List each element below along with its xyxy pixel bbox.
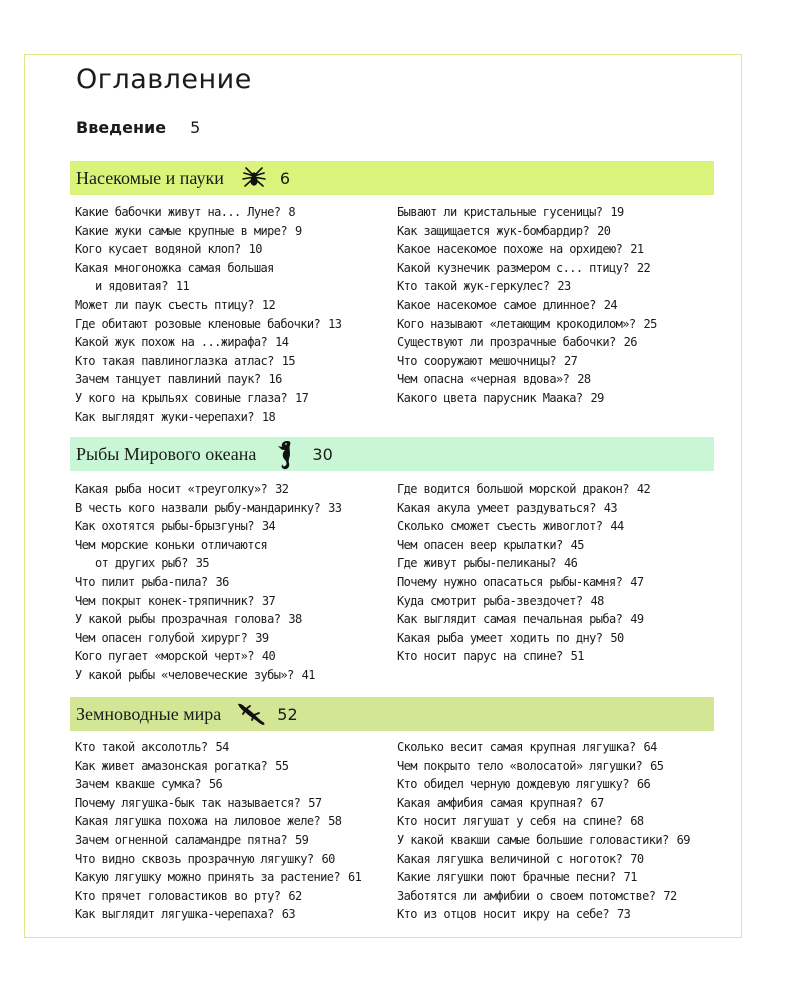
toc-entry[interactable]	[397, 389, 657, 408]
toc-entry[interactable]	[75, 480, 341, 499]
toc-entry-page-number: 25	[643, 316, 657, 331]
toc-entry-page-number: 13	[328, 316, 342, 331]
toc-entry[interactable]	[75, 812, 361, 831]
toc-entry-page-number: 33	[328, 500, 342, 515]
lizard-icon	[235, 698, 267, 730]
toc-entry[interactable]	[397, 629, 650, 648]
toc-entry-text: Кто такая павлиноглазка атлас?	[75, 353, 274, 368]
toc-entry[interactable]	[397, 868, 690, 887]
toc-entry[interactable]	[75, 277, 341, 296]
toc-entry-page-number: 68	[630, 814, 644, 829]
toc-entry-text: В честь кого назвали рыбу-мандаринку?	[75, 500, 321, 515]
toc-entry-page-number: 28	[577, 372, 591, 387]
toc-entry-text: Какая многоножка самая большая	[75, 260, 274, 275]
toc-entry-intro[interactable]	[76, 118, 200, 137]
toc-entry[interactable]	[75, 370, 341, 389]
toc-entry-text: Какое насекомое самое длинное?	[397, 297, 596, 312]
toc-entry-text: Какая амфибия самая крупная?	[397, 795, 583, 810]
toc-entry-text: Существуют ли прозрачные бабочки?	[397, 335, 616, 350]
spider-icon	[238, 162, 270, 194]
toc-entry-page-number: 40	[261, 649, 276, 664]
toc-entry-text: Чем опасен веер крылатки?	[397, 537, 563, 552]
toc-entry-page-number: 61	[348, 870, 362, 885]
toc-entry[interactable]	[75, 333, 341, 352]
toc-entry-text: Что пилит рыба-пила?	[75, 574, 208, 589]
toc-entry-text: Какая рыба умеет ходить по дну?	[397, 630, 603, 645]
section-page-number: 6	[279, 168, 291, 188]
toc-entry-text: Какие жуки самые крупные в мире?	[75, 223, 287, 238]
toc-entry-page-number: 36	[215, 574, 229, 589]
toc-entry[interactable]	[75, 352, 341, 371]
page-title: Оглавление	[76, 64, 252, 95]
toc-entry-text: Зачем квакше сумка?	[75, 777, 201, 792]
toc-entry[interactable]	[397, 480, 650, 499]
toc-entry-page-number: 71	[623, 870, 637, 885]
section-title: Насекомые и пауки	[76, 167, 224, 188]
toc-entry[interactable]	[75, 389, 341, 408]
toc-entry-text: Какой кузнечик размером с... птицу?	[397, 260, 629, 275]
toc-entry-text: Сколько весит самая крупная лягушка?	[397, 740, 636, 754]
toc-entry-page-number: 18	[261, 409, 276, 424]
toc-entry-text: Кто прячет головастиков во рту?	[75, 888, 281, 903]
toc-entry-page-number: 35	[195, 556, 209, 571]
toc-entry[interactable]	[75, 831, 361, 850]
toc-entry-page-number: 50	[610, 630, 624, 645]
toc-entry-page-number: 22	[636, 260, 651, 275]
section-header-fishes[interactable]	[70, 437, 714, 471]
toc-entry-text: Какая рыба носит «треуголку»?	[75, 482, 268, 496]
toc-entry-page-number: 23	[557, 279, 571, 294]
toc-entry-text: Какие лягушки поют брачные песни?	[397, 870, 616, 885]
toc-entry-page-number: 72	[663, 888, 677, 903]
toc-entry-page-number: 48	[590, 593, 604, 608]
toc-entry-page-number: 73	[617, 907, 631, 922]
toc-entry-page-number: 26	[623, 335, 637, 350]
toc-entry-page-number: 42	[636, 482, 651, 496]
toc-entry[interactable]	[75, 610, 341, 629]
toc-entry-text: Как живет амазонская рогатка?	[75, 758, 268, 773]
toc-entry-text: Кто обидел черную дождевую лягушку?	[397, 777, 629, 792]
toc-entry-page-number: 54	[215, 740, 229, 754]
toc-entry[interactable]	[75, 738, 361, 757]
toc-entry-text: Кого кусает водяной клоп?	[75, 242, 241, 257]
toc-entry[interactable]	[397, 536, 650, 555]
toc-entry-text: У какой квакши самые большие головастики?	[397, 832, 669, 847]
toc-entry[interactable]	[75, 850, 361, 869]
toc-entry-text: Заботятся ли амфибии о своем потомстве?	[397, 888, 656, 903]
toc-entry-page-number: 27	[564, 353, 578, 368]
section-title: Рыбы Мирового океана	[76, 443, 257, 464]
toc-entry-text: от других рыб?	[95, 556, 188, 571]
toc-entry[interactable]	[397, 277, 657, 296]
toc-entry-text: У кого на крыльях совиные глаза?	[75, 390, 287, 405]
toc-entry-text: Какая лягушка похожа на лиловое желе?	[75, 814, 321, 829]
toc-entry-text: Кто носит парус на спине?	[397, 649, 563, 664]
toc-entry[interactable]	[397, 610, 650, 629]
toc-entry[interactable]	[397, 738, 690, 757]
toc-entry-text: Как выглядят жуки-черепахи?	[75, 409, 254, 424]
toc-entry-page-number: 14	[275, 335, 289, 350]
toc-entry-page-number: 39	[255, 630, 269, 645]
toc-entry-page-number: 64	[643, 740, 657, 754]
toc-entry-text: Бывают ли кристальные гусеницы?	[397, 205, 603, 219]
toc-entry[interactable]	[397, 296, 657, 315]
toc-entry-text: Какое насекомое похоже на орхидею?	[397, 242, 623, 257]
toc-entry-text: Кто носит лягушат у себя на спине?	[397, 814, 623, 829]
section-amphibians-left-column	[75, 738, 361, 924]
toc-entry[interactable]	[75, 259, 341, 278]
toc-entry-page-number: 41	[301, 667, 315, 682]
toc-entry-page-number: 56	[208, 777, 223, 792]
toc-entry-text: Чем покрыт конек-тряпичник?	[75, 593, 254, 608]
section-insects-left-column	[75, 203, 341, 426]
toc-entry[interactable]	[75, 536, 341, 555]
toc-entry[interactable]	[397, 554, 650, 573]
toc-entry[interactable]	[75, 517, 341, 536]
toc-entry-page-number: 70	[630, 851, 644, 866]
toc-entry[interactable]	[397, 203, 657, 222]
toc-entry[interactable]	[397, 222, 657, 241]
toc-entry-page-number: 34	[261, 519, 276, 534]
section-page-number: 52	[277, 704, 298, 724]
toc-entry-page-number: 66	[636, 777, 651, 792]
toc-entry-page-number: 32	[275, 482, 289, 496]
toc-entry-text: Где обитают розовые кленовые бабочки?	[75, 316, 321, 331]
toc-entry[interactable]	[397, 812, 690, 831]
toc-entry[interactable]	[75, 240, 341, 259]
section-fishes-left-column	[75, 480, 341, 685]
toc-entry-text: Кто такой жук-геркулес?	[397, 279, 550, 294]
intro-page-number: 5	[190, 118, 201, 137]
toc-entry[interactable]	[75, 794, 361, 813]
toc-entry-text: Кого называют «летающим крокодилом»?	[397, 316, 636, 331]
toc-entry-page-number: 51	[570, 649, 584, 664]
toc-entry-text: Как охотятся рыбы-брызгуны?	[75, 519, 254, 534]
toc-entry-text: Чем покрыто тело «волосатой» лягушки?	[397, 758, 643, 773]
toc-entry[interactable]	[397, 592, 650, 611]
toc-entry-page-number: 21	[630, 242, 644, 257]
toc-entry-page-number: 37	[261, 593, 276, 608]
toc-entry-page-number: 8	[288, 205, 295, 219]
toc-entry-text: У какой рыбы прозрачная голова?	[75, 612, 281, 627]
toc-entry[interactable]	[397, 240, 657, 259]
toc-entry[interactable]	[397, 315, 657, 334]
section-amphibians-right-column	[397, 738, 690, 924]
toc-entry[interactable]	[75, 666, 341, 685]
toc-entry[interactable]	[397, 905, 690, 924]
toc-entry-page-number: 55	[275, 758, 289, 773]
toc-entry-page-number: 24	[603, 297, 617, 312]
toc-entry-text: Где живут рыбы-пеликаны?	[397, 556, 556, 571]
section-page-number: 30	[312, 444, 333, 464]
toc-entry[interactable]	[397, 794, 690, 813]
section-header-amphibians[interactable]	[70, 697, 714, 731]
toc-entry[interactable]	[75, 647, 341, 666]
toc-entry[interactable]	[75, 296, 341, 315]
toc-entry-page-number: 43	[603, 500, 617, 515]
toc-entry-page-number: 67	[590, 795, 604, 810]
section-fishes-right-column	[397, 480, 650, 666]
toc-entry-text: Как защищается жук-бомбардир?	[397, 223, 590, 238]
toc-entry-text: Что сооружают мешочницы?	[397, 353, 556, 368]
toc-entry-text: У какой рыбы «человеческие зубы»?	[75, 667, 294, 682]
toc-entry-text: Чем опасен голубой хирург?	[75, 630, 248, 645]
toc-entry-page-number: 16	[268, 372, 282, 387]
toc-entry[interactable]	[75, 757, 361, 776]
toc-entry[interactable]	[397, 831, 690, 850]
section-header-insects[interactable]	[70, 161, 714, 195]
toc-entry-text: Кого пугает «морской черт»?	[75, 649, 254, 664]
toc-entry-page-number: 57	[308, 795, 322, 810]
toc-entry-page-number: 10	[248, 242, 262, 257]
toc-entry-text: Какая лягушка величиной с ноготок?	[397, 851, 623, 866]
toc-entry-text: и ядовитая?	[95, 279, 168, 294]
toc-entry[interactable]	[397, 573, 650, 592]
toc-entry-text: Чем морские коньки отличаются	[75, 537, 268, 552]
toc-entry[interactable]	[397, 887, 690, 906]
toc-entry-text: Чем опасна «черная вдова»?	[397, 372, 570, 387]
toc-entry[interactable]	[397, 499, 650, 518]
toc-entry-page-number: 44	[610, 519, 624, 534]
toc-entry-page-number: 62	[288, 888, 302, 903]
toc-entry-page-number: 12	[261, 297, 276, 312]
section-title: Земноводные мира	[76, 703, 222, 724]
toc-entry[interactable]	[75, 905, 361, 924]
intro-label: Введение	[76, 118, 167, 137]
toc-entry-page-number: 20	[597, 223, 611, 238]
toc-entry-page-number: 11	[175, 279, 190, 294]
toc-entry[interactable]	[397, 352, 657, 371]
toc-entry-text: Кто из отцов носит икру на себе?	[397, 907, 609, 922]
toc-entry-page-number: 9	[295, 223, 302, 238]
toc-entry-text: Как выглядит самая печальная рыба?	[397, 612, 623, 627]
toc-entry-page-number: 60	[321, 851, 335, 866]
toc-entry[interactable]	[397, 775, 690, 794]
toc-entry-page-number: 46	[564, 556, 578, 571]
toc-entry-text: Какую лягушку можно принять за растение?	[75, 870, 340, 885]
toc-entry-page-number: 38	[288, 612, 302, 627]
toc-entry-text: Может ли паук съесть птицу?	[75, 297, 254, 312]
toc-entry-page-number: 19	[610, 205, 624, 219]
toc-entry-text: Почему нужно опасаться рыбы-камня?	[397, 574, 623, 589]
toc-entry[interactable]	[397, 850, 690, 869]
seahorse-icon	[270, 438, 302, 470]
toc-entry-text: Какие бабочки живут на... Луне?	[75, 205, 281, 219]
toc-entry[interactable]	[75, 315, 341, 334]
toc-entry-page-number: 59	[295, 832, 309, 847]
toc-entry[interactable]	[75, 629, 341, 648]
toc-entry-page-number: 15	[281, 353, 295, 368]
toc-entry[interactable]	[75, 408, 341, 427]
toc-entry-text: Какая акула умеет раздуваться?	[397, 500, 596, 515]
toc-entry-text: Кто такой аксолотль?	[75, 740, 208, 754]
toc-entry-text: Зачем огненной саламандре пятна?	[75, 832, 287, 847]
toc-entry[interactable]	[397, 647, 650, 666]
toc-entry-page-number: 17	[295, 390, 309, 405]
toc-entry[interactable]	[75, 203, 341, 222]
toc-entry-text: Как выглядит лягушка-черепаха?	[75, 907, 274, 922]
toc-entry[interactable]	[397, 757, 690, 776]
toc-entry-text: Зачем танцует павлиний паук?	[75, 372, 261, 387]
toc-entry-page-number: 47	[630, 574, 644, 589]
toc-entry[interactable]	[75, 775, 361, 794]
toc-entry[interactable]	[397, 259, 657, 278]
toc-entry-page-number: 58	[328, 814, 342, 829]
toc-entry-page-number: 45	[570, 537, 584, 552]
toc-entry[interactable]	[397, 370, 657, 389]
toc-entry-text: Что видно сквозь прозрачную лягушку?	[75, 851, 314, 866]
toc-entry[interactable]	[397, 333, 657, 352]
toc-entry[interactable]	[75, 592, 341, 611]
toc-entry-page-number: 63	[281, 907, 295, 922]
toc-entry-page-number: 65	[650, 758, 664, 773]
toc-entry-text: Какого цвета парусник Маака?	[397, 390, 583, 405]
toc-entry[interactable]	[75, 868, 361, 887]
toc-entry[interactable]	[75, 887, 361, 906]
toc-entry[interactable]	[75, 222, 341, 241]
toc-entry[interactable]	[397, 517, 650, 536]
toc-entry-text: Какой жук похож на ...жирафа?	[75, 335, 268, 350]
toc-entry-text: Куда смотрит рыба-звездочет?	[397, 593, 583, 608]
toc-entry-page-number: 29	[590, 390, 604, 405]
section-insects-right-column	[397, 203, 657, 408]
toc-entry[interactable]	[75, 573, 341, 592]
toc-entry-page-number: 49	[630, 612, 644, 627]
toc-entry-text: Где водится большой морской дракон?	[397, 482, 629, 496]
toc-entry[interactable]	[75, 554, 341, 573]
toc-entry-page-number: 69	[676, 832, 690, 847]
toc-entry[interactable]	[75, 499, 341, 518]
toc-entry-text: Сколько сможет съесть живоглот?	[397, 519, 603, 534]
toc-entry-text: Почему лягушка-бык так называется?	[75, 795, 301, 810]
